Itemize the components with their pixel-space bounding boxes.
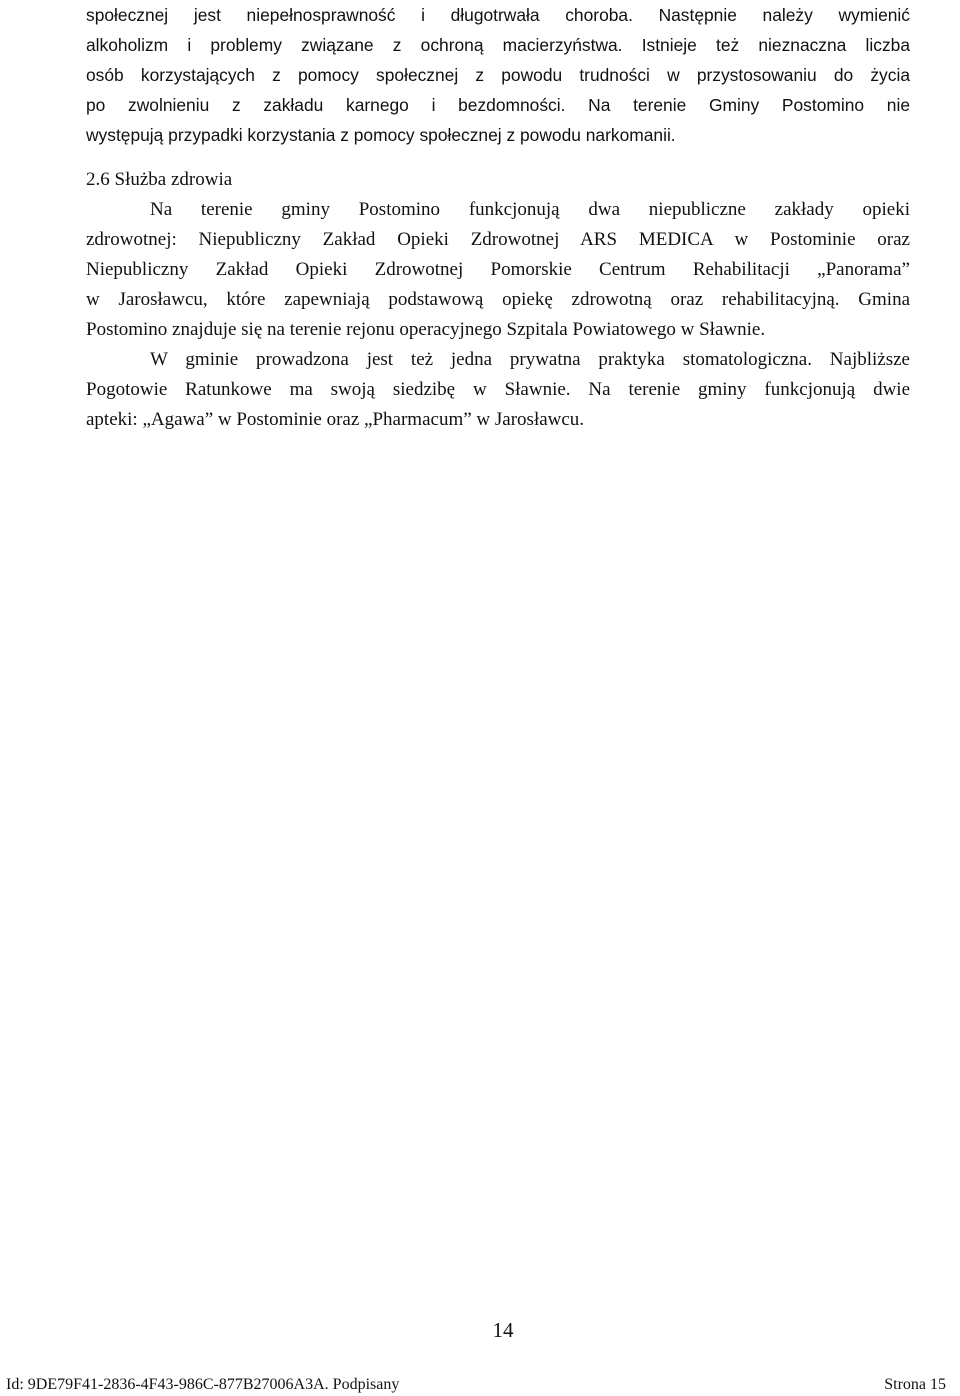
paragraph-line: zdrowotnej: Niepubliczny Zakład Opieki Zdrowotnej ARS MEDICA w Postominie oraz [86, 229, 910, 250]
footer-page-label: Strona 15 [884, 1376, 946, 1393]
paragraph-line: Na terenie gminy Postomino funkcjonują dwa niepubliczne zakłady opieki [150, 199, 910, 220]
health-paragraph-1 [86, 195, 910, 345]
paragraph-line: osób korzystających z pomocy społecznej z powodu trudności w przystosowaniu do życia [86, 65, 910, 85]
health-paragraph-2 [86, 345, 910, 435]
paragraph-line: społecznej jest niepełnosprawność i długotrwała choroba. Następnie należy wymienić [86, 5, 910, 25]
document-page [86, 0, 910, 435]
paragraph-line: apteki: „Agawa” w Postominie oraz „Pharmacum” w Jarosławcu. [86, 409, 585, 430]
intro-paragraph [86, 0, 910, 150]
paragraph-line: Niepubliczny Zakład Opieki Zdrowotnej Pomorskie Centrum Rehabilitacji „Panorama” [86, 259, 910, 280]
section-heading: 2.6 Służba zdrowia [86, 169, 233, 190]
paragraph-line: Pogotowie Ratunkowe ma swoją siedzibę w Sławnie. Na terenie gminy funkcjonują dwie [86, 379, 910, 400]
signature-footer [6, 1374, 946, 1396]
paragraph-line: występują przypadki korzystania z pomocy społecznej z powodu narkomanii. [86, 125, 676, 145]
paragraph-line: w Jarosławcu, które zapewniają podstawową opiekę zdrowotną oraz rehabilitacyjną. Gmina [86, 289, 910, 310]
paragraph-line: po zwolnieniu z zakładu karnego i bezdomności. Na terenie Gminy Postomino nie [86, 95, 910, 115]
page-number: 14 [492, 1318, 514, 1342]
paragraph-line: Postomino znajduje się na terenie rejonu operacyjnego Szpitala Powiatowego w Sławnie. [86, 319, 766, 340]
paragraph-line: alkoholizm i problemy związane z ochroną macierzyństwa. Istnieje też nieznaczna liczba [86, 35, 910, 55]
footer-document-id: Id: 9DE79F41-2836-4F43-986C-877B27006A3A. Podpisany [6, 1376, 400, 1393]
paragraph-line: W gminie prowadzona jest też jedna prywatna praktyka stomatologiczna. Najbliższe [150, 349, 910, 370]
